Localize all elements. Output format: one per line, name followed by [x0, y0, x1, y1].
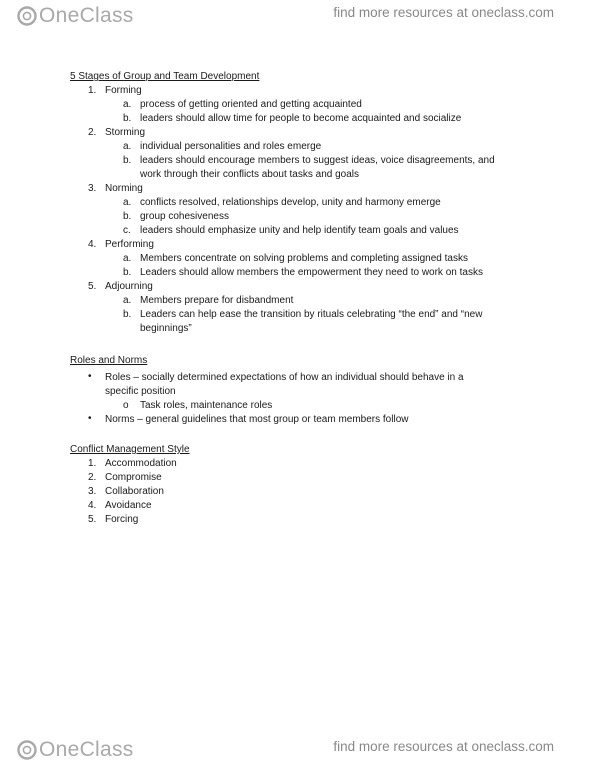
sub-list-marker: b.: [123, 211, 132, 222]
sub-list-item-text: leaders should encourage members to suggest ideas, voice disagreements, and: [140, 155, 495, 166]
bullet-item-text: Norms – general guidelines that most group or team members follow: [105, 414, 409, 425]
sub-bullet-item-text: Task roles, maintenance roles: [140, 400, 273, 411]
footer-tagline-link[interactable]: find more resources at oneclass.com: [333, 739, 554, 754]
sub-list-marker: c.: [123, 225, 131, 236]
logo-text: OneClass: [39, 738, 134, 761]
sub-list-marker: b.: [123, 113, 132, 124]
header-tagline-link[interactable]: find more resources at oneclass.com: [333, 5, 554, 20]
sub-list-item-text: group cohesiveness: [140, 211, 229, 222]
list-item-label: Forming: [105, 85, 142, 96]
list-item-label: Norming: [105, 183, 143, 194]
list-marker: 5.: [88, 514, 97, 525]
sub-list-item-text: Leaders can help ease the transition by rituals celebrating “the end” and “new: [140, 309, 483, 320]
logo-text: OneClass: [39, 4, 134, 27]
sub-list-item-text: individual personalities and roles emerge: [140, 141, 322, 152]
list-marker: 3.: [88, 183, 97, 194]
list-marker: 4.: [88, 239, 97, 250]
oneclass-logo-footer[interactable]: [16, 738, 134, 762]
page-footer: [0, 734, 595, 770]
list-marker: 5.: [88, 281, 97, 292]
sub-list-marker: b.: [123, 309, 132, 320]
list-marker: 1.: [88, 85, 97, 96]
section-heading: 5 Stages of Group and Team Development: [70, 71, 260, 82]
list-item-label: Forcing: [105, 514, 139, 525]
list-item-label: Storming: [105, 127, 146, 138]
sub-list-item-text: conflicts resolved, relationships develop, unity and harmony emerge: [140, 197, 441, 208]
sub-list-item-text: work through their conflicts about tasks and goals: [140, 169, 360, 180]
oneclass-logo[interactable]: [16, 4, 134, 28]
sub-list-item-text: process of getting oriented and getting acquainted: [140, 99, 362, 110]
sub-list-item-text: Leaders should allow members the empowerment they need to work on tasks: [140, 267, 483, 278]
sub-list-marker: a.: [123, 295, 132, 306]
sub-list-marker: b.: [123, 267, 132, 278]
sub-list-item-text: beginnings”: [140, 323, 192, 334]
sub-list-marker: a.: [123, 141, 132, 152]
section-heading: Conflict Management Style: [70, 444, 190, 455]
list-item-label: Compromise: [105, 472, 162, 483]
sub-bullet-marker: o: [123, 400, 129, 411]
bullet-marker: •: [88, 413, 92, 424]
list-item-label: Avoidance: [105, 500, 152, 511]
sub-list-item-text: Members concentrate on solving problems and completing assigned tasks: [140, 253, 468, 264]
sub-list-item-text: leaders should emphasize unity and help identify team goals and values: [140, 225, 459, 236]
list-item-label: Adjourning: [105, 281, 153, 292]
list-marker: 4.: [88, 500, 97, 511]
oneclass-logo-icon: [16, 739, 38, 761]
list-marker: 2.: [88, 472, 97, 483]
sub-list-marker: a.: [123, 197, 132, 208]
list-item-label: Accommodation: [105, 458, 177, 469]
sub-list-marker: b.: [123, 155, 132, 166]
list-marker: 1.: [88, 458, 97, 469]
oneclass-logo-icon: [16, 5, 38, 27]
sub-list-marker: a.: [123, 99, 132, 110]
list-item-label: Performing: [105, 239, 154, 250]
list-item-label: Collaboration: [105, 486, 164, 497]
bullet-item-text: Roles – socially determined expectations of how an individual should behave in a: [105, 372, 464, 383]
sub-list-marker: a.: [123, 253, 132, 264]
bullet-item-text: specific position: [105, 386, 176, 397]
list-marker: 3.: [88, 486, 97, 497]
bullet-marker: •: [88, 371, 92, 382]
list-marker: 2.: [88, 127, 97, 138]
page-header: [0, 0, 595, 36]
sub-list-item-text: Members prepare for disbandment: [140, 295, 294, 306]
sub-list-item-text: leaders should allow time for people to become acquainted and socialize: [140, 113, 462, 124]
section-heading: Roles and Norms: [70, 355, 148, 366]
